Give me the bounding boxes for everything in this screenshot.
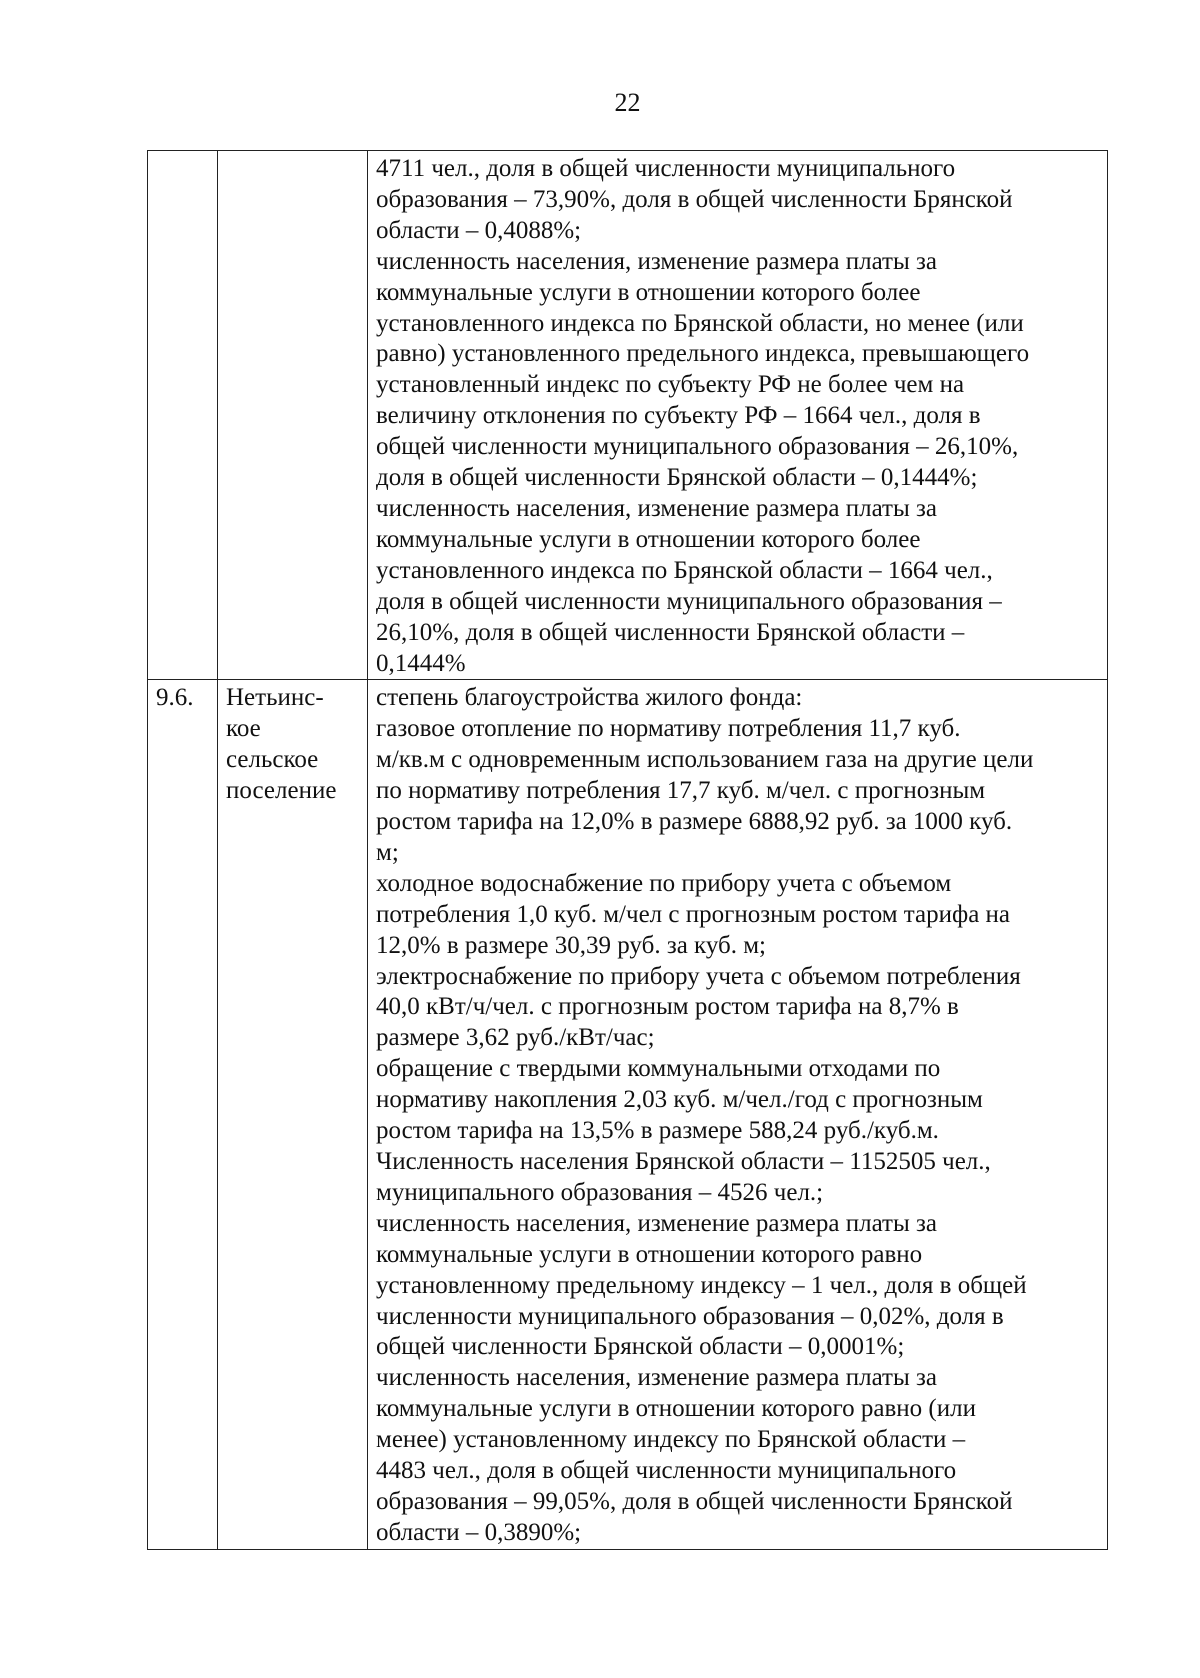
description-line: 0,1444% <box>376 649 466 677</box>
description-line: доля в общей численности муниципального образования – <box>376 587 1002 615</box>
municipality-name-line: кое <box>226 715 261 743</box>
description-line: ростом тарифа на 12,0% в размере 6888,92 руб. за 1000 куб. <box>376 808 1013 836</box>
row-number-cell: 9.6. <box>148 680 218 1549</box>
description-line: численности муниципального образования – 0,02%, доля в <box>376 1302 1004 1330</box>
description-line: 12,0% в размере 30,39 руб. за куб. м; <box>376 931 766 959</box>
description-line: общей численности муниципального образования – 26,10%, <box>376 433 1019 461</box>
document-table <box>147 150 1108 1550</box>
description-line: установленный индекс по субъекту РФ не более чем на <box>376 371 965 399</box>
description-line: 4483 чел., доля в общей численности муниципального <box>376 1457 957 1485</box>
description-line: м/кв.м с одновременным использованием газа на другие цели <box>376 746 1034 774</box>
description-line: общей численности Брянской области – 0,0001%; <box>376 1333 905 1361</box>
description-line: обращение с твердыми коммунальными отходами по <box>376 1055 941 1083</box>
municipality-name-line: поселение <box>226 777 337 805</box>
description-cell <box>368 680 1108 1549</box>
description-line: установленного индекса по Брянской области, но менее (или <box>376 309 1024 337</box>
description-line: установленному предельному индексу – 1 чел., доля в общей <box>376 1271 1027 1299</box>
row-number-cell <box>148 151 218 680</box>
table-row <box>148 151 1108 680</box>
page-number: 22 <box>614 88 641 117</box>
description-line: области – 0,3890%; <box>376 1518 582 1546</box>
description-line: газовое отопление по нормативу потребления 11,7 куб. <box>376 715 961 743</box>
municipality-name-cell <box>218 151 368 680</box>
municipality-name-line: Нетьинс- <box>226 684 324 712</box>
description-line: численность населения, изменение размера платы за <box>376 1209 937 1237</box>
description-line: области – 0,4088%; <box>376 216 582 244</box>
description-line: коммунальные услуги в отношении которого более <box>376 278 921 306</box>
description-line: электроснабжение по прибору учета с объемом потребления <box>376 962 1021 990</box>
table-body <box>148 151 1108 1550</box>
description-line: ростом тарифа на 13,5% в размере 588,24 руб./куб.м. <box>376 1117 939 1145</box>
description-line: доля в общей численности Брянской области – 0,1444%; <box>376 464 978 492</box>
description-line: численность населения, изменение размера платы за <box>376 1364 937 1392</box>
description-line: потребления 1,0 куб. м/чел с прогнозным ростом тарифа на <box>376 900 1011 928</box>
description-line: установленного индекса по Брянской области – 1664 чел., <box>376 556 993 584</box>
description-line: образования – 99,05%, доля в общей численности Брянской <box>376 1487 1013 1515</box>
description-line: коммунальные услуги в отношении которого равно (или <box>376 1395 976 1423</box>
description-line: муниципального образования – 4526 чел.; <box>376 1178 824 1206</box>
description-line: численность населения, изменение размера платы за <box>376 494 937 522</box>
description-line: Численность населения Брянской области – 1152505 чел., <box>376 1148 991 1175</box>
description-line: численность населения, изменение размера платы за <box>376 247 937 275</box>
municipality-name-line: сельское <box>226 746 319 774</box>
description-cell <box>368 151 1108 680</box>
description-line: 26,10%, доля в общей численности Брянской области – <box>376 618 965 646</box>
municipality-name-cell <box>218 680 368 1549</box>
description-line: коммунальные услуги в отношении которого более <box>376 525 921 553</box>
description-line: менее) установленному индексу по Брянской области – <box>376 1426 966 1454</box>
description-line: величину отклонения по субъекту РФ – 1664 чел., доля в <box>376 402 981 430</box>
description-line: нормативу накопления 2,03 куб. м/чел./год с прогнозным <box>376 1086 983 1114</box>
description-line: 40,0 кВт/ч/чел. с прогнозным ростом тарифа на 8,7% в <box>376 993 959 1021</box>
description-line: размере 3,62 руб./кВт/час; <box>376 1024 655 1052</box>
description-line: м; <box>376 838 399 866</box>
description-line: коммунальные услуги в отношении которого равно <box>376 1240 923 1268</box>
description-line: равно) установленного предельного индекса, превышающего <box>376 340 1030 368</box>
table-row <box>148 680 1108 1549</box>
description-line: степень благоустройства жилого фонда: <box>376 684 803 712</box>
description-line: холодное водоснабжение по прибору учета с объемом <box>376 869 952 897</box>
description-line: 4711 чел., доля в общей численности муниципального <box>376 155 956 182</box>
description-line: по нормативу потребления 17,7 куб. м/чел. с прогнозным <box>376 777 986 805</box>
description-line: образования – 73,90%, доля в общей численности Брянской <box>376 185 1013 213</box>
